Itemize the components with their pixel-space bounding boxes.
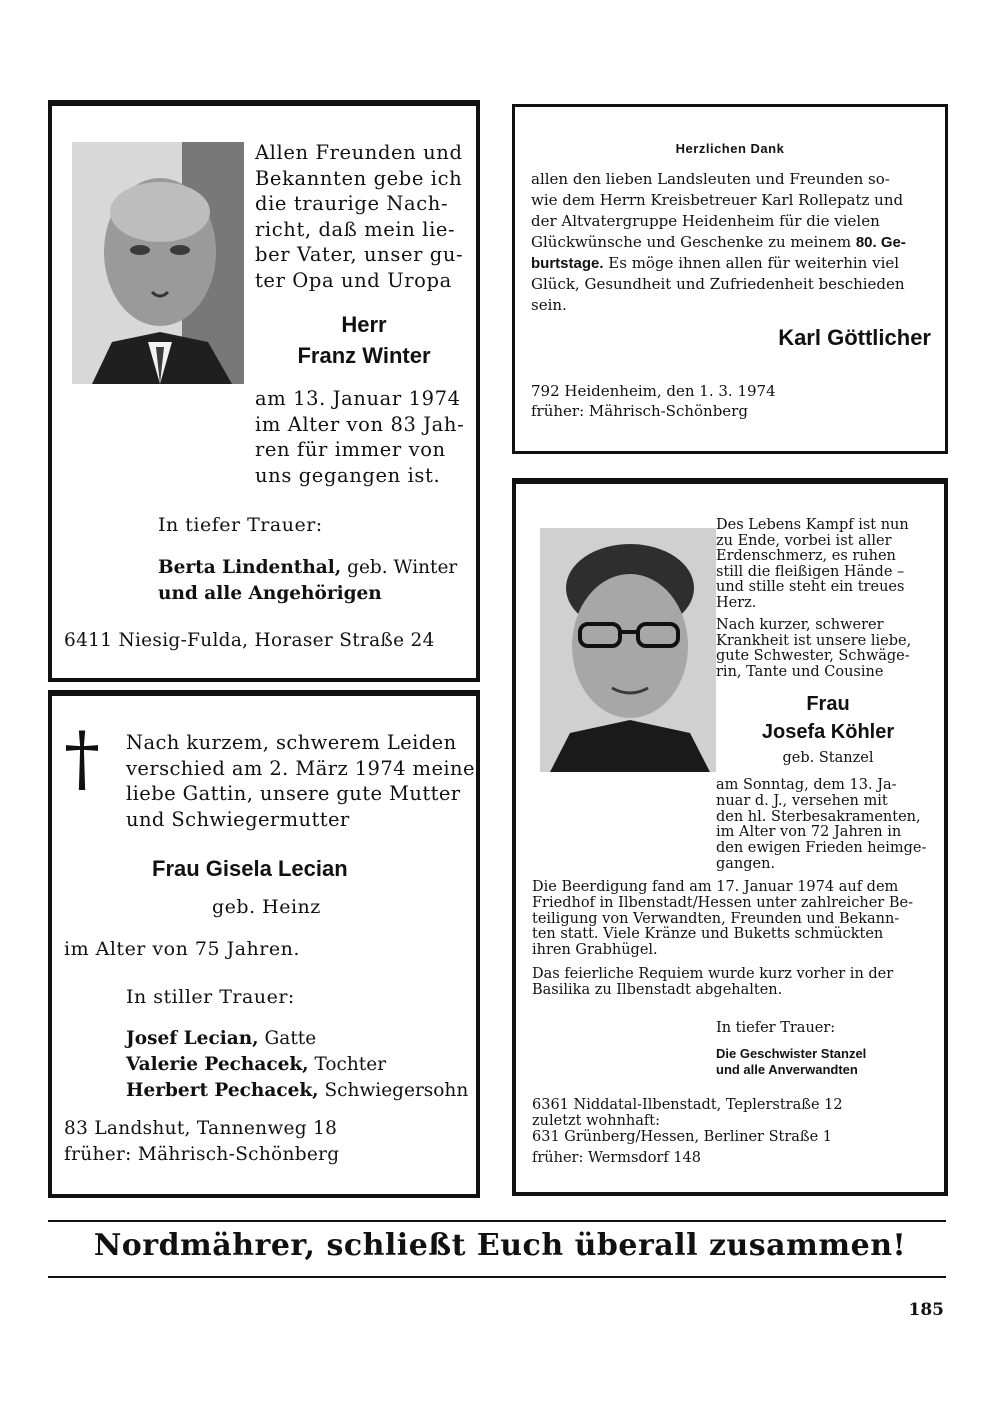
born-name: geb. Stanzel — [782, 750, 874, 766]
divider-top — [48, 1220, 946, 1222]
verse-line: zu Ende, vorbei ist aller — [716, 532, 892, 549]
intro-text — [255, 140, 473, 293]
intro-line: die traurige Nach- — [255, 192, 449, 215]
mourner-relatives: und alle Angehörigen — [158, 583, 382, 604]
date-line: im Alter von 72 Jahren in — [716, 824, 902, 841]
mourner-relation: Tochter — [308, 1054, 387, 1075]
body-line: Glückwünsche und Geschenke zu meinem — [531, 233, 856, 251]
name-title: Herr — [341, 312, 387, 337]
mourner-line: und alle Anverwandten — [716, 1062, 858, 1077]
intro-line: liebe Gattin, unsere gute Mutter — [126, 782, 461, 805]
intro-line: Nach kurzer, schwerer — [716, 617, 884, 633]
intro-line: Nach kurzem, schwerem Leiden — [126, 731, 457, 754]
body-line: sein. — [531, 296, 567, 314]
mourners — [158, 555, 457, 607]
date-text — [716, 778, 940, 873]
intro-line: ter Opa und Uropa — [255, 268, 452, 292]
address — [64, 1116, 339, 1168]
mourner-name: Herbert Pechacek, — [126, 1080, 319, 1101]
body-bold: burtstage. — [531, 255, 604, 272]
mourner-name: Valerie Pechacek, — [126, 1054, 309, 1075]
obituary-franz-winter — [48, 100, 480, 682]
body-line: allen den lieben Landsleuten und Freunden so- — [531, 170, 890, 188]
intro-line: Allen Freunden und — [255, 141, 463, 164]
requiem-text — [532, 966, 940, 998]
body-line: Es möge ihnen allen für weiterhin viel — [603, 254, 900, 272]
mourner-relation: Gatte — [258, 1028, 317, 1049]
body-line: der Altvatergruppe Heidenheim für die vielen — [531, 212, 880, 230]
mourner-name: Berta Lindenthal, — [158, 557, 342, 578]
born-name: geb. Heinz — [212, 896, 321, 918]
name-full: Franz Winter — [297, 343, 431, 368]
verse-line: still die fleißigen Hände – — [716, 563, 905, 580]
body-bold: 80. Ge- — [855, 234, 906, 251]
date-text — [255, 386, 473, 488]
funeral-line: ihren Grabhügel. — [532, 942, 658, 959]
verse-line: Herz. — [716, 594, 757, 611]
intro-line: rin, Tante und Cousine — [716, 663, 884, 680]
obituary-gisela-lecian — [48, 690, 480, 1198]
mourning-label: In stiller Trauer: — [126, 986, 295, 1008]
portrait-woman-icon — [540, 528, 716, 772]
intro-text — [716, 618, 940, 680]
place-date — [531, 381, 776, 421]
date-line: am Sonntag, dem 13. Ja- — [716, 777, 897, 793]
date-line: den ewigen Frieden heimge- — [716, 840, 927, 857]
place-line: früher: Mährisch-Schönberg — [531, 402, 748, 420]
mourner-line: Die Geschwister Stanzel — [716, 1046, 867, 1061]
date-line: gangen. — [716, 855, 776, 872]
page-number: 185 — [908, 1300, 944, 1320]
address-line: früher: Mährisch-Schönberg — [64, 1144, 340, 1165]
portrait-man-icon — [72, 142, 244, 384]
date-line: ren für immer von — [255, 438, 446, 461]
address-line: zuletzt wohnhaft: — [532, 1112, 660, 1129]
date-line: den hl. Sterbesakramenten, — [716, 808, 921, 825]
name-title: Frau — [806, 693, 850, 715]
intro-line: Bekannten gebe ich — [255, 166, 463, 190]
former-address: früher: Wermsdorf 148 — [532, 1150, 702, 1166]
age-text: im Alter von 75 Jahren. — [64, 938, 300, 960]
mourners — [126, 1026, 468, 1104]
date-line: uns gegangen ist. — [255, 463, 441, 487]
notice-body — [531, 169, 939, 316]
verse-line: Des Lebens Kampf ist nun — [716, 517, 909, 533]
funeral-line: ten statt. Viele Kränze und Buketts schmückten — [532, 926, 884, 943]
portrait-photo-josefa-koehler — [540, 528, 716, 772]
slogan: Nordmährer, schließt Euch überall zusammen! — [93, 1228, 907, 1263]
funeral-line: teiligung von Verwandten, Freunden und Bekann- — [532, 910, 900, 927]
name-full: Josefa Köhler — [761, 721, 895, 743]
place-line: 792 Heidenheim, den 1. 3. 1974 — [531, 382, 776, 400]
body-line: wie dem Herrn Kreisbetreuer Karl Rollepatz und — [531, 191, 904, 209]
intro-line: gute Schwester, Schwäge- — [716, 648, 910, 665]
funeral-line: Die Beerdigung fand am 17. Januar 1974 auf dem — [532, 879, 899, 895]
mourning-label: In tiefer Trauer: — [716, 1020, 836, 1036]
verse-line: Erdenschmerz, es ruhen — [716, 548, 896, 565]
mourning-label: In tiefer Trauer: — [158, 514, 323, 536]
mourner-relation: Schwiegersohn — [318, 1080, 469, 1101]
intro-line: und Schwiegermutter — [126, 807, 350, 831]
requiem-line: Basilika zu Ilbenstadt abgehalten. — [532, 982, 783, 998]
intro-line: verschied am 2. März 1974 meine — [126, 756, 475, 780]
mourner-born: geb. Winter — [341, 557, 458, 578]
date-line: im Alter von 83 Jah- — [255, 412, 465, 436]
intro-line: richt, daß mein lie- — [255, 217, 456, 241]
verse-text — [716, 518, 940, 612]
intro-line: Krankheit ist unsere liebe, — [716, 632, 912, 649]
mourners — [716, 1046, 866, 1078]
address-line: 83 Landshut, Tannenweg 18 — [64, 1118, 338, 1139]
divider-bottom — [48, 1276, 946, 1278]
body-line: Glück, Gesundheit und Zufriedenheit beschieden — [531, 275, 905, 293]
signature: Karl Göttlicher — [778, 325, 931, 350]
deceased-name: Frau Gisela Lecian — [152, 856, 348, 881]
funeral-line: Friedhof in Ilbenstadt/Hessen unter zahlreicher Be- — [532, 894, 913, 911]
address-line: 6361 Niddatal-Ilbenstadt, Teplerstraße 12 — [532, 1097, 843, 1113]
deceased-name — [255, 309, 473, 371]
address — [532, 1098, 843, 1145]
requiem-line: Das feierliche Requiem wurde kurz vorher in der — [532, 966, 894, 982]
mourner-name: Josef Lecian, — [126, 1028, 259, 1049]
portrait-photo-franz-winter — [72, 142, 244, 384]
notice-title: Herzlichen Dank — [675, 141, 785, 156]
thank-you-notice — [512, 104, 948, 454]
date-line: nuar d. J., versehen mit — [716, 792, 888, 809]
intro-text — [126, 730, 476, 832]
obituary-josefa-koehler — [512, 478, 948, 1196]
verse-line: und stille steht ein treues — [716, 579, 905, 596]
funeral-text — [532, 880, 940, 959]
address-line: 631 Grünberg/Hessen, Berliner Straße 1 — [532, 1128, 833, 1145]
deceased-name — [716, 690, 940, 746]
cross-icon: † — [64, 716, 100, 800]
date-line: am 13. Januar 1974 — [255, 387, 461, 410]
intro-line: ber Vater, unser gu- — [255, 243, 464, 266]
address: 6411 Niesig-Fulda, Horaser Straße 24 — [64, 630, 435, 651]
